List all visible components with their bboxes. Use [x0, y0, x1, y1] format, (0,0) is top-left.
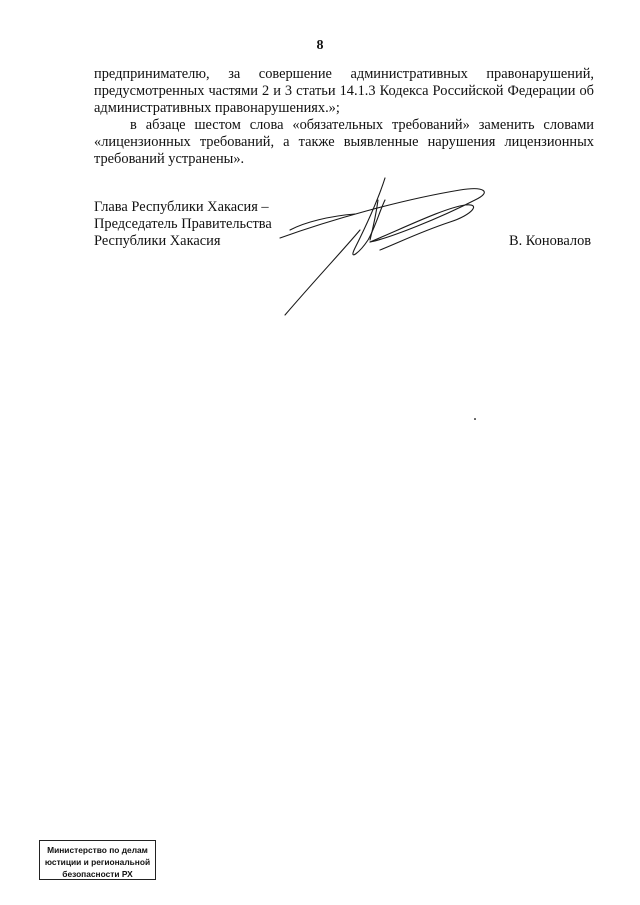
paragraph: предпринимателю, за совершение административных правонарушений, предусмотренных частями 2 и 3 статьи 14.1.3 Кодекса Российской Федерации об административных правонарушениях.»;: [94, 66, 594, 116]
paragraph: в абзаце шестом слова «обязательных требований» заменить словами «лицензионных требований, а также выявленные нарушения лицензионных требований устранены».: [94, 117, 594, 167]
signatory-title-line: Глава Республики Хакасия –: [94, 199, 269, 215]
signatory-title-line: Республики Хакасия: [94, 233, 221, 249]
registration-stamp: [39, 840, 156, 880]
handwritten-signature: [260, 170, 500, 320]
body-text: [94, 66, 594, 168]
page-number: 8: [316, 38, 324, 53]
stamp-line: безопасности РХ: [62, 869, 133, 879]
signatory-title-line: Председатель Правительства: [94, 216, 272, 232]
signatory-title: [94, 199, 272, 250]
signer-name: В. Коновалов: [509, 233, 592, 249]
scan-speck: [474, 418, 476, 420]
stamp-line: юстиции и региональной: [44, 857, 151, 867]
stamp-line: Министерство по делам: [47, 845, 148, 855]
